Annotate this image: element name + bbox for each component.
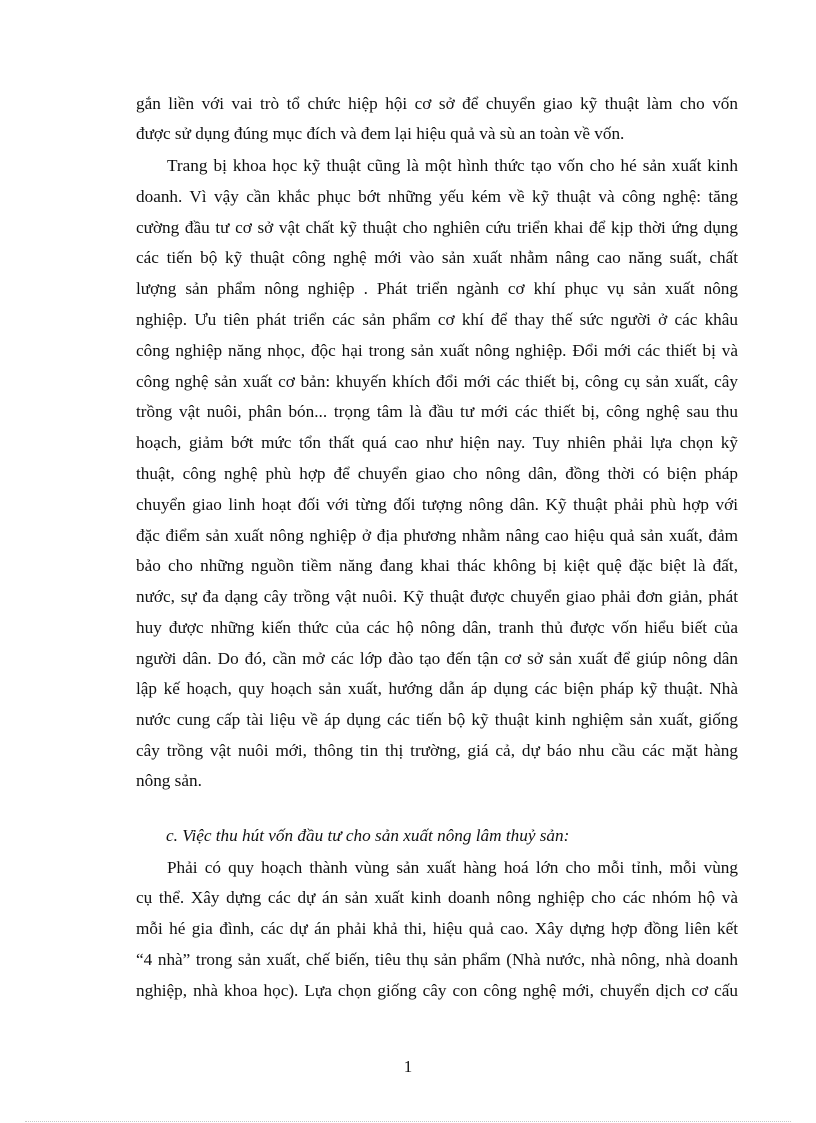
page-number: 1	[403, 1057, 413, 1076]
text-line: công nghiệp năng nhọc, độc hại trong sản xuất nông nghiệp. Đổi mới các thiết bị và	[136, 341, 738, 360]
text-line: Trang bị khoa học kỹ thuật cũng là một hình thức tạo vốn cho hé sản xuất kinh	[167, 156, 738, 175]
text-line: các tiến bộ kỹ thuật công nghệ mới vào sản xuất nhằm nâng cao năng suất, chất	[136, 248, 738, 267]
text-line: lượng sản phẩm nông nghiệp . Phát triển ngành cơ khí phục vụ sản xuất nông	[136, 279, 738, 298]
text-line: đặc điểm sản xuất nông nghiệp ở địa phương nhằm nâng cao hiệu quả sản xuất, đảm	[136, 526, 738, 545]
text-line: hoạch, giảm bớt mức tổn thất quá cao như hiện nay. Tuy nhiên phải lựa chọn kỹ	[136, 433, 738, 452]
text-line: nông sản.	[136, 771, 202, 790]
text-line: cụ thể. Xây dựng các dự án sản xuất kinh doanh nông nghiệp cho các nhóm hộ và	[136, 888, 738, 907]
text-line: người dân. Do đó, cần mở các lớp đào tạo đến tận cơ sở sản xuất để giúp nông dân	[136, 649, 738, 668]
text-line: Phải có quy hoạch thành vùng sản xuất hàng hoá lớn cho mỗi tỉnh, mỗi vùng	[167, 858, 738, 877]
text-line: nghiệp, nhà khoa học). Lựa chọn giống cây con công nghệ mới, chuyển dịch cơ cấu	[136, 981, 738, 1000]
text-line: công nghệ sản xuất cơ bản: khuyến khích đổi mới các thiết bị, công cụ sản xuất, cây	[136, 372, 738, 391]
text-line: thuật, công nghệ phù hợp để chuyển giao cho nông dân, đồng thời có biện pháp	[136, 464, 738, 483]
text-line: bảo cho những nguồn tiềm năng đang khai thác không bị kiệt quệ đặc biệt là đất,	[136, 556, 738, 575]
text-line: được sử dụng đúng mục đích và đem lại hiệu quả và sù an toàn về vốn.	[136, 124, 625, 143]
section-heading: c. Việc thu hút vốn đầu tư cho sản xuất nông lâm thuỷ sản:	[166, 826, 570, 845]
text-line: huy được những kiến thức của các hộ nông dân, tranh thủ được vốn hiểu biết của	[136, 618, 738, 637]
text-line: mỗi hé gia đình, các dự án phải khả thi, hiệu quả cao. Xây dựng hợp đồng liên kết	[136, 919, 738, 938]
page-boundary	[25, 1121, 791, 1122]
text-line: lập kế hoạch, quy hoạch sản xuất, hướng dẫn áp dụng các biện pháp kỹ thuật. Nhà	[136, 679, 738, 698]
text-line: nghiệp. Ưu tiên phát triển các sản phẩm cơ khí để thay thế sức người ở các khâu	[136, 310, 738, 329]
text-line: chuyển giao linh hoạt đối với từng đối tượng nông dân. Kỹ thuật phải phù hợp với	[136, 495, 738, 514]
text-line: gắn liền với vai trò tổ chức hiệp hội cơ sở để chuyển giao kỹ thuật làm cho vốn	[136, 94, 738, 113]
text-line: cường đầu tư cơ sở vật chất kỹ thuật cho nghiên cứu triển khai để kịp thời ứng dụng	[136, 218, 738, 237]
text-line: doanh. Vì vậy cần khắc phục bớt những yếu kém về kỹ thuật và công nghệ: tăng	[136, 187, 738, 206]
text-line: nước, sự đa dạng cây trồng vật nuôi. Kỹ thuật được chuyển giao phải đơn giản, phát	[136, 587, 738, 606]
text-line: cây trồng vật nuôi mới, thông tin thị trường, giá cả, dự báo nhu cầu các mặt hàng	[136, 741, 738, 760]
text-line: nước cung cấp tài liệu về áp dụng các tiến bộ kỹ thuật kinh nghiệm sản xuất, giống	[136, 710, 738, 729]
text-line: trồng vật nuôi, phân bón... trọng tâm là đầu tư mới các thiết bị, công nghệ sau thu	[136, 402, 738, 421]
text-line: “4 nhà” trong sản xuất, chế biến, tiêu thụ sản phẩm (Nhà nước, nhà nông, nhà doanh	[136, 950, 738, 969]
